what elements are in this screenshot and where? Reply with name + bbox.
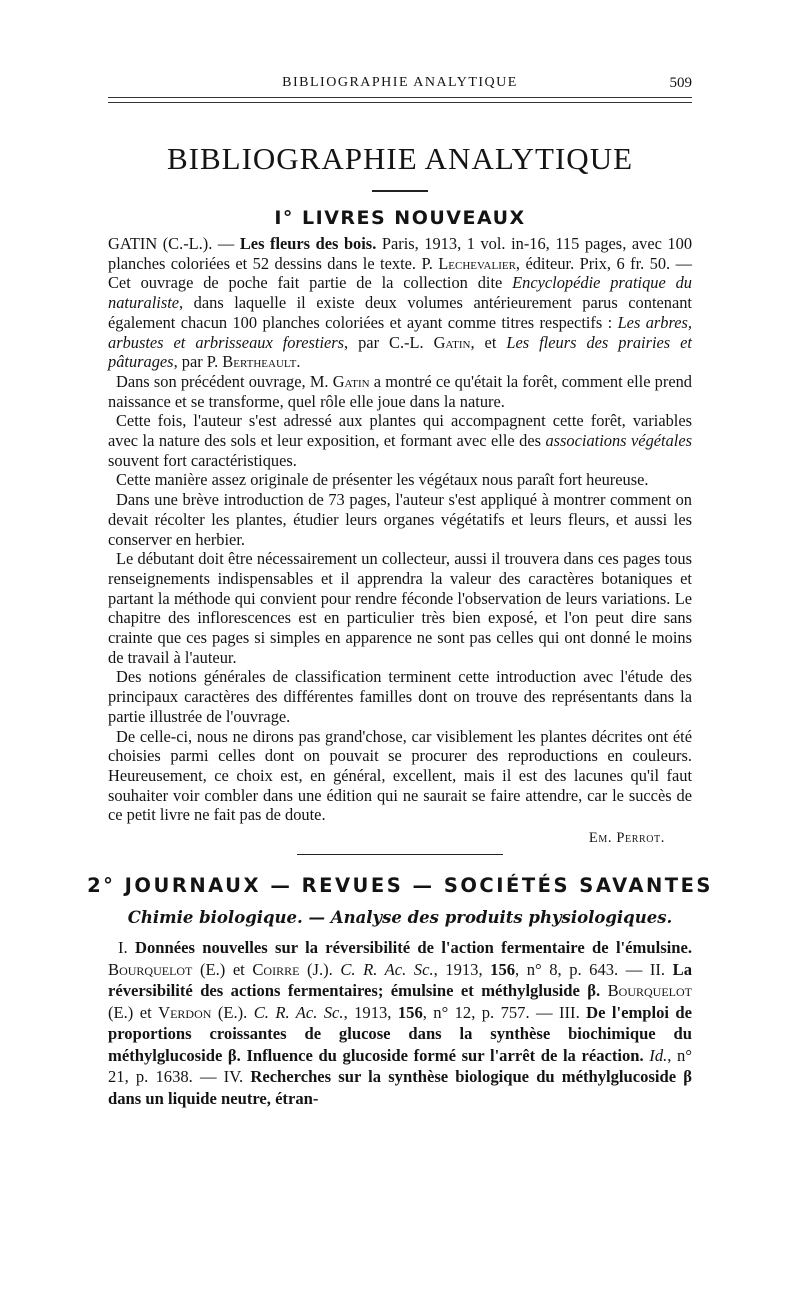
volume-2-author: Bertheault [222,352,297,372]
entry-details-3: , dans laquelle il existe deux volumes antérieurement parus contenant également chacun 100 planches coloriées et ayant comme titres respectifs : [108,293,692,332]
page-title: BIBLIOGRAPHIE ANALYTIQUE [166,141,634,176]
volume-1-title: Les arbres, arbustes et arbrisseaux forestiers [108,312,692,352]
by-1: , par C.-L. [344,332,434,352]
entry-end: . [296,352,301,372]
ref-title: La réversibilité des actions fermentaires; émulsine et méthylgluside β. [108,959,692,1000]
ref-author: Verdon [158,1002,212,1022]
ref-text: , 1913, [343,1002,398,1022]
collection-name: Encyclopédie pratique du naturaliste [108,273,692,313]
paragraph [108,411,692,470]
paragraph: De celle-ci, nous ne dirons pas grand'chose, car visiblement les plantes décrites ont été choisies parmi celles dont on pouvait se procurer des reproductions en couleurs. Heureusement, ce choix est, en général, excellent, mais il est des lacunes qu'il faut souhaiter voir combler dans une édition qui ne saurait se faire attendre, car le succès de ce petit livre ne fait pas de doute. [108,726,692,825]
title-divider [372,190,428,192]
ref-number: I. [118,938,135,957]
ref-text: , 1913, [433,959,491,979]
running-title: BIBLIOGRAPHIE ANALYTIQUE [282,75,518,90]
ref-text: (E.). [211,1002,254,1022]
review-signature: Em. Perrot. [588,830,665,846]
by-2: , par P. [173,352,223,372]
entry-separator: — [212,234,240,253]
running-header [108,75,692,95]
ref-author: Bourquelot [108,959,193,979]
paragraph-text: Cette fois, l'auteur s'est adressé aux plantes qui accompagnent cette forêt, variables avec la nature des sols et leur exposition, et formant avec elle des [108,411,692,451]
ref-title: Données nouvelles sur la réversibilité de l'action fermentaire de l'émulsine. [135,938,692,957]
ref-text: (E.) et [192,959,253,979]
publisher-name: Lechevalier [438,253,516,273]
ref-text: , n° 21, p. 1638. — IV. [108,1045,692,1086]
paragraph: Cette manière assez originale de présenter les végétaux nous paraît fort heureuse. [116,470,649,490]
paragraph: Le débutant doit être nécessairement un collecteur, aussi il trouvera dans ces pages tous renseignements indispensables et il apprendra la valeur des caractères botaniques et partant la méthode qui convient pour rendre féconde l'observation de leurs variations. Le chapitre des inflorescences est en particulier très bien exposé, et l'on peut dire sans crainte que ces pages si simples en apparence ne sont pas celles qui ont donné le moins de travail à l'auteur. [108,549,692,667]
entry-details: Paris, 1913, 1 vol. in-16, 115 pages, avec 100 planches coloriées et 52 dessins dans le texte. P. [108,234,693,273]
ref-author: Bourquelot [607,981,692,1000]
ref-text: , n° 12, p. 757. — III. [422,1002,587,1022]
page-number: 509 [669,75,692,91]
ref-title: Recherches sur la synthèse biologique du méthylglucoside β dans un liquide neutre, étran- [108,1067,692,1108]
paragraph: Dans une brève introduction de 73 pages, l'auteur s'est appliqué à montrer comment on devait récolter les plantes, étudier leurs organes végétatifs et leurs fleurs, et aussi les conserver en herbier. [108,490,692,549]
book-title: Les fleurs des bois. [239,234,377,253]
entry-details-2: , éditeur. Prix, 6 fr. 50. — Cet ouvrage de poche fait partie de la collection dite [108,253,692,293]
entry-author: GATIN (C.-L.). [108,234,213,253]
section-heading-journaux: 2° JOURNAUX — REVUES — SOCIÉTÉS SAVANTES [87,874,713,897]
ref-ibid: Id. [649,1045,668,1065]
subsection-heading: Chimie biologique. — Analyse des produits physiologiques. [127,908,673,927]
book-review [108,234,692,825]
ref-text: (E.) et [108,1002,159,1022]
conjunction: , et [470,332,507,352]
ref-text [600,981,607,1000]
ref-volume: 156 [490,959,516,979]
ref-volume: 156 [397,1002,423,1022]
journal-references [108,937,692,1109]
review-entry [108,234,692,372]
header-rule [108,97,692,103]
reference-list [108,937,692,1109]
ref-author: Coirre [252,959,300,979]
ref-journal: C. R. Ac. Sc. [340,959,434,979]
paragraph: Des notions générales de classification terminent cette introduction avec l'étude des principaux caractères des différentes familles dont on trouve des représentants dans la partie illustrée de l'ouvrage. [108,667,692,726]
paragraph-text: souvent fort caractéristiques. [108,450,297,470]
paragraph [108,372,692,411]
paragraph-text: Dans son précédent ouvrage, M. [116,371,333,391]
ref-title: De l'emploi de proportions croissantes de glucose dans la synthèse biochimique du méthylglucoside β. Influence du glucoside formé sur l'arrêt de la réaction. [108,1002,693,1065]
author-name: Gatin [332,371,370,391]
ref-text: (J.). [299,959,341,979]
ref-text: , n° 8, p. 643. — II. [515,959,673,979]
volume-2-title: Les fleurs des prairies et pâturages [108,332,692,372]
section-divider [297,854,503,855]
paragraph-text: a montré ce qu'était la forêt, comment elle prend naissance et se transforme, quel rôle elle joue dans la nature. [108,371,692,411]
volume-1-author: Gatin [433,332,471,352]
section-heading-livres: I° LIVRES NOUVEAUX [274,207,526,229]
ref-journal: C. R. Ac. Sc. [253,1002,344,1022]
italic-term: associations végétales [545,431,693,451]
